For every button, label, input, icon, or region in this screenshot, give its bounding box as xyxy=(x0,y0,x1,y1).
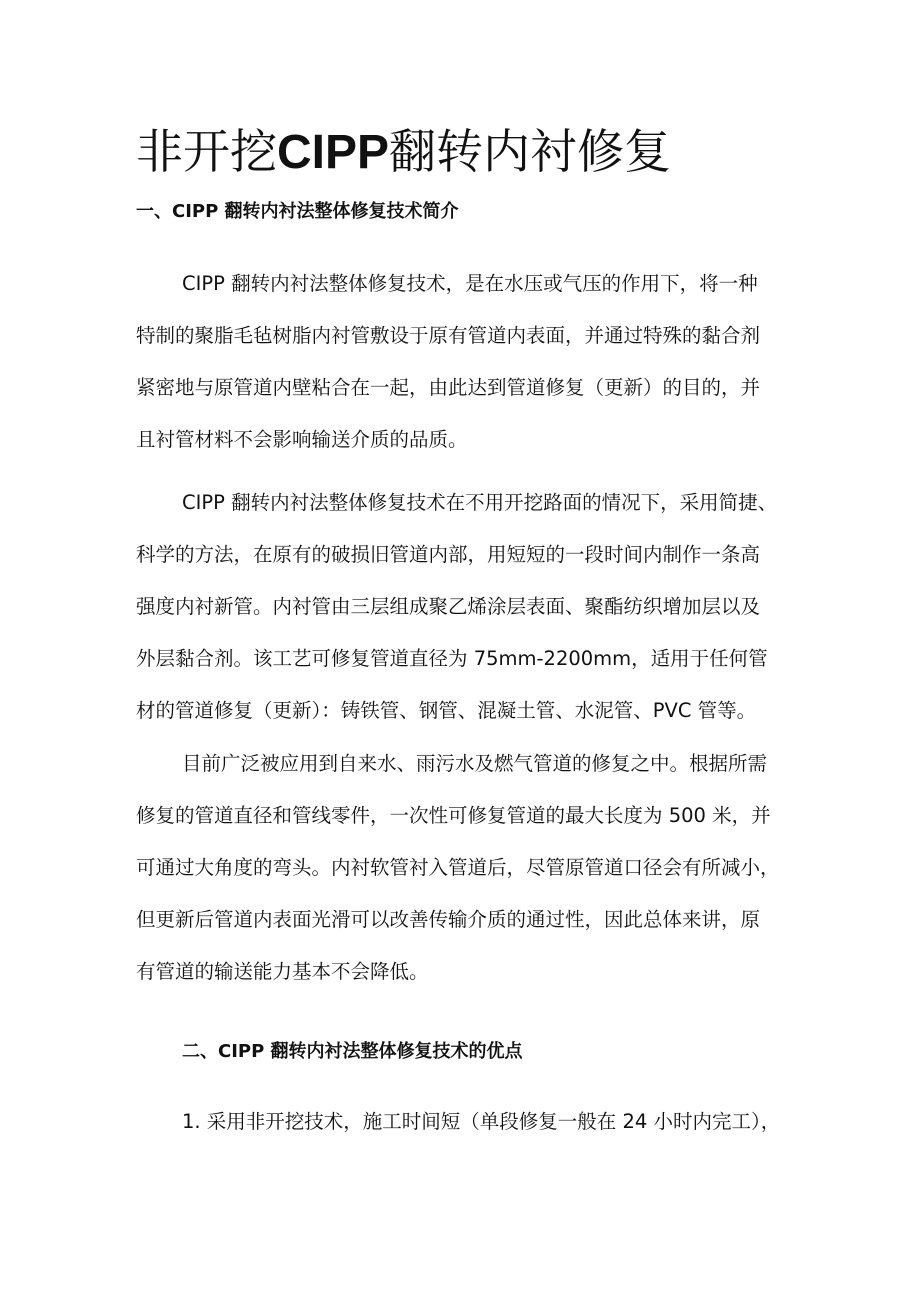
paragraph-line: 外层黏合剂。该工艺可修复管道直径为 75mm-2200mm，适用于任何管 xyxy=(136,647,768,670)
paragraph-line: 修复的管道直径和管线零件，一次性可修复管道的最大长度为 500 米，并 xyxy=(136,804,771,827)
paragraph-2 xyxy=(136,477,796,737)
paragraph-line: 目前广泛被应用到自来水、雨污水及燃气管道的修复之中。根据所需 xyxy=(182,752,768,775)
document-title xyxy=(136,124,671,182)
paragraph-line: 但更新后管道内表面光滑可以改善传输介质的通过性，因此总体来讲，原 xyxy=(136,908,761,931)
paragraph-line: 有管道的输送能力基本不会降低。 xyxy=(136,960,429,983)
paragraph-line: CIPP 翻转内衬法整体修复技术在不用开挖路面的情况下，采用简捷、 xyxy=(182,491,778,514)
paragraph-line: 强度内衬新管。内衬管由三层组成聚乙烯涂层表面、聚酯纺织增加层以及 xyxy=(136,595,761,618)
paragraph-line: 紧密地与原管道内壁粘合在一起，由此达到管道修复（更新）的目的，并 xyxy=(136,376,761,399)
section-2-heading: 二、CIPP 翻转内衬法整体修复技术的优点 xyxy=(182,1041,523,1062)
section-1-heading: 一、CIPP 翻转内衬法整体修复技术简介 xyxy=(136,201,459,222)
title-cipp: CIPP xyxy=(277,126,390,179)
paragraph-line: 特制的聚脂毛毡树脂内衬管敷设于原有管道内表面，并通过特殊的黏合剂 xyxy=(136,324,761,347)
paragraph-1 xyxy=(136,258,796,466)
paragraph-line: CIPP 翻转内衬法整体修复技术，是在水压或气压的作用下，将一种 xyxy=(182,272,758,295)
title-suffix: 翻转内衬修复 xyxy=(389,125,672,180)
paragraph-line: 材的管道修复（更新）：铸铁管、钢管、混凝土管、水泥管、PVC 管等。 xyxy=(136,699,757,722)
title-prefix: 非开挖 xyxy=(136,125,277,180)
paragraph-line: 科学的方法，在原有的破损旧管道内部，用短短的一段时间内制作一条高 xyxy=(136,543,761,566)
paragraph-3 xyxy=(136,738,796,998)
paragraph-line: 可通过大角度的弯头。内衬软管衬入管道后，尽管原管道口径会有所减小， xyxy=(136,856,780,879)
paragraph-line: 且衬管材料不会影响输送介质的品质。 xyxy=(136,428,468,451)
advantage-item-1: 1. 采用非开挖技术，施工时间短（单段修复一般在 24 小时内完工）， xyxy=(182,1110,781,1133)
